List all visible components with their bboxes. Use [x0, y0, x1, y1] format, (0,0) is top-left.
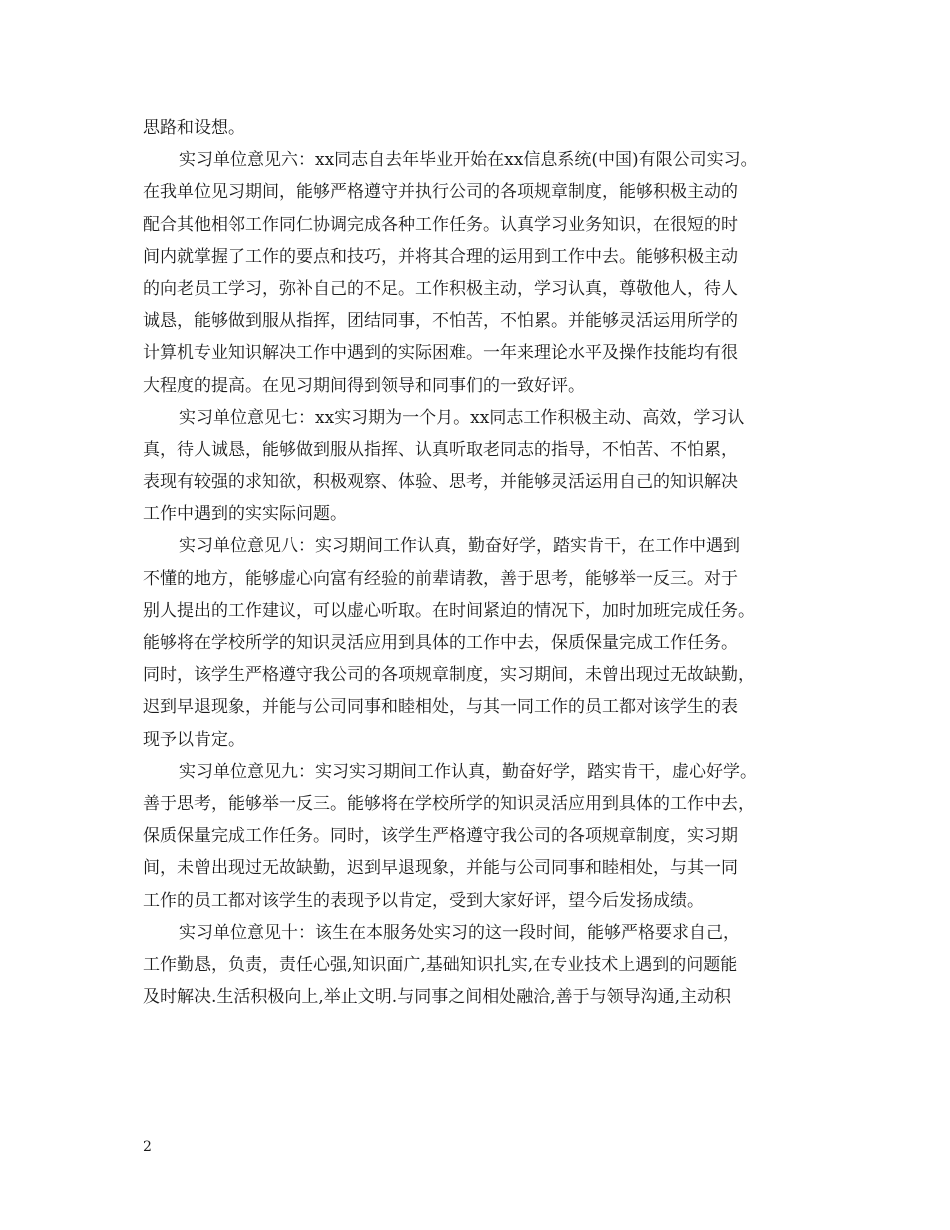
text-line: 同时，该学生严格遵守我公司的各项规章制度，实习期间，未曾出现过无故缺勤， — [143, 665, 755, 686]
text-line: 现予以肯定。 — [143, 729, 245, 750]
text-line: 大程度的提高。在见习期间得到领导和同事们的一致好评。 — [143, 375, 585, 396]
text-line: 间内就掌握了工作的要点和技巧，并将其合理的运用到工作中去。能够积极主动 — [143, 246, 738, 267]
document-body — [143, 112, 813, 1013]
text-line: 工作中遇到的实实际问题。 — [143, 504, 347, 525]
text-line: 保质保量完成工作任务。同时，该学生严格遵守我公司的各项规章制度，实习期 — [143, 826, 738, 847]
text-line: 表现有较强的求知欲，积极观察、体验、思考，并能够灵活运用自己的知识解决 — [143, 472, 738, 493]
text-line: 计算机专业知识解决工作中遇到的实际困难。一年来理论水平及操作技能均有很 — [143, 343, 738, 364]
text-line: 能够将在学校所学的知识灵活应用到具体的工作中去，保质保量完成工作任务。 — [143, 633, 738, 653]
text-line: 配合其他相邻工作同仁协调完成各种工作任务。认真学习业务知识，在很短的时 — [143, 214, 738, 235]
paragraph-first-line: 实习单位意见七：xx实习期为一个月。xx同志工作积极主动、高效，学习认 — [179, 407, 745, 428]
page-number: 2 — [143, 1139, 152, 1155]
text-line: 及时解决.生活积极向上,举止文明.与同事之间相处融洽,善于与领导沟通,主动积 — [143, 987, 732, 1008]
text-line: 的向老员工学习，弥补自己的不足。工作积极主动，学习认真，尊敬他人，待人 — [143, 278, 738, 299]
text-line: 迟到早退现象，并能与公司同事和睦相处，与其一同工作的员工都对该学生的表 — [143, 697, 738, 718]
text-line: 诚恳，能够做到服从指挥，团结同事，不怕苦，不怕累。并能够灵活运用所学的 — [143, 311, 738, 332]
paragraph-first-line: 实习单位意见十：该生在本服务处实习的这一段时间，能够严格要求自己， — [179, 922, 740, 943]
paragraph-first-line: 实习单位意见八：实习期间工作认真，勤奋好学，踏实肯干，在工作中遇到 — [179, 536, 740, 557]
text-line: 不懂的地方，能够虚心向富有经验的前辈请教，善于思考，能够举一反三。对于 — [143, 568, 738, 589]
text-line: 别人提出的工作建议，可以虚心听取。在时间紧迫的情况下，加时加班完成任务。 — [143, 600, 755, 621]
text-line: 间，未曾出现过无故缺勤，迟到早退现象，并能与公司同事和睦相处，与其一同 — [143, 858, 738, 879]
text-line: 工作的员工都对该学生的表现予以肯定，受到大家好评，望今后发扬成绩。 — [143, 890, 704, 911]
paragraph-first-line: 实习单位意见六：xx同志自去年毕业开始在xx信息系统(中国)有限公司实习。 — [179, 150, 758, 171]
text-line: 真，待人诚恳，能够做到服从指挥、认真听取老同志的指导，不怕苦、不怕累， — [143, 439, 738, 460]
text-line: 善于思考，能够举一反三。能够将在学校所学的知识灵活应用到具体的工作中去， — [143, 793, 755, 814]
paragraph-first-line: 实习单位意见九：实习实习期间工作认真，勤奋好学，踏实肯干，虚心好学。 — [179, 761, 757, 782]
text-line: 思路和设想。 — [143, 118, 245, 138]
text-line: 工作勤恳，负责，责任心强,知识面广,基础知识扎实,在专业技术上遇到的问题能 — [143, 954, 738, 975]
text-line: 在我单位见习期间，能够严格遵守并执行公司的各项规章制度，能够积极主动的 — [143, 182, 738, 203]
